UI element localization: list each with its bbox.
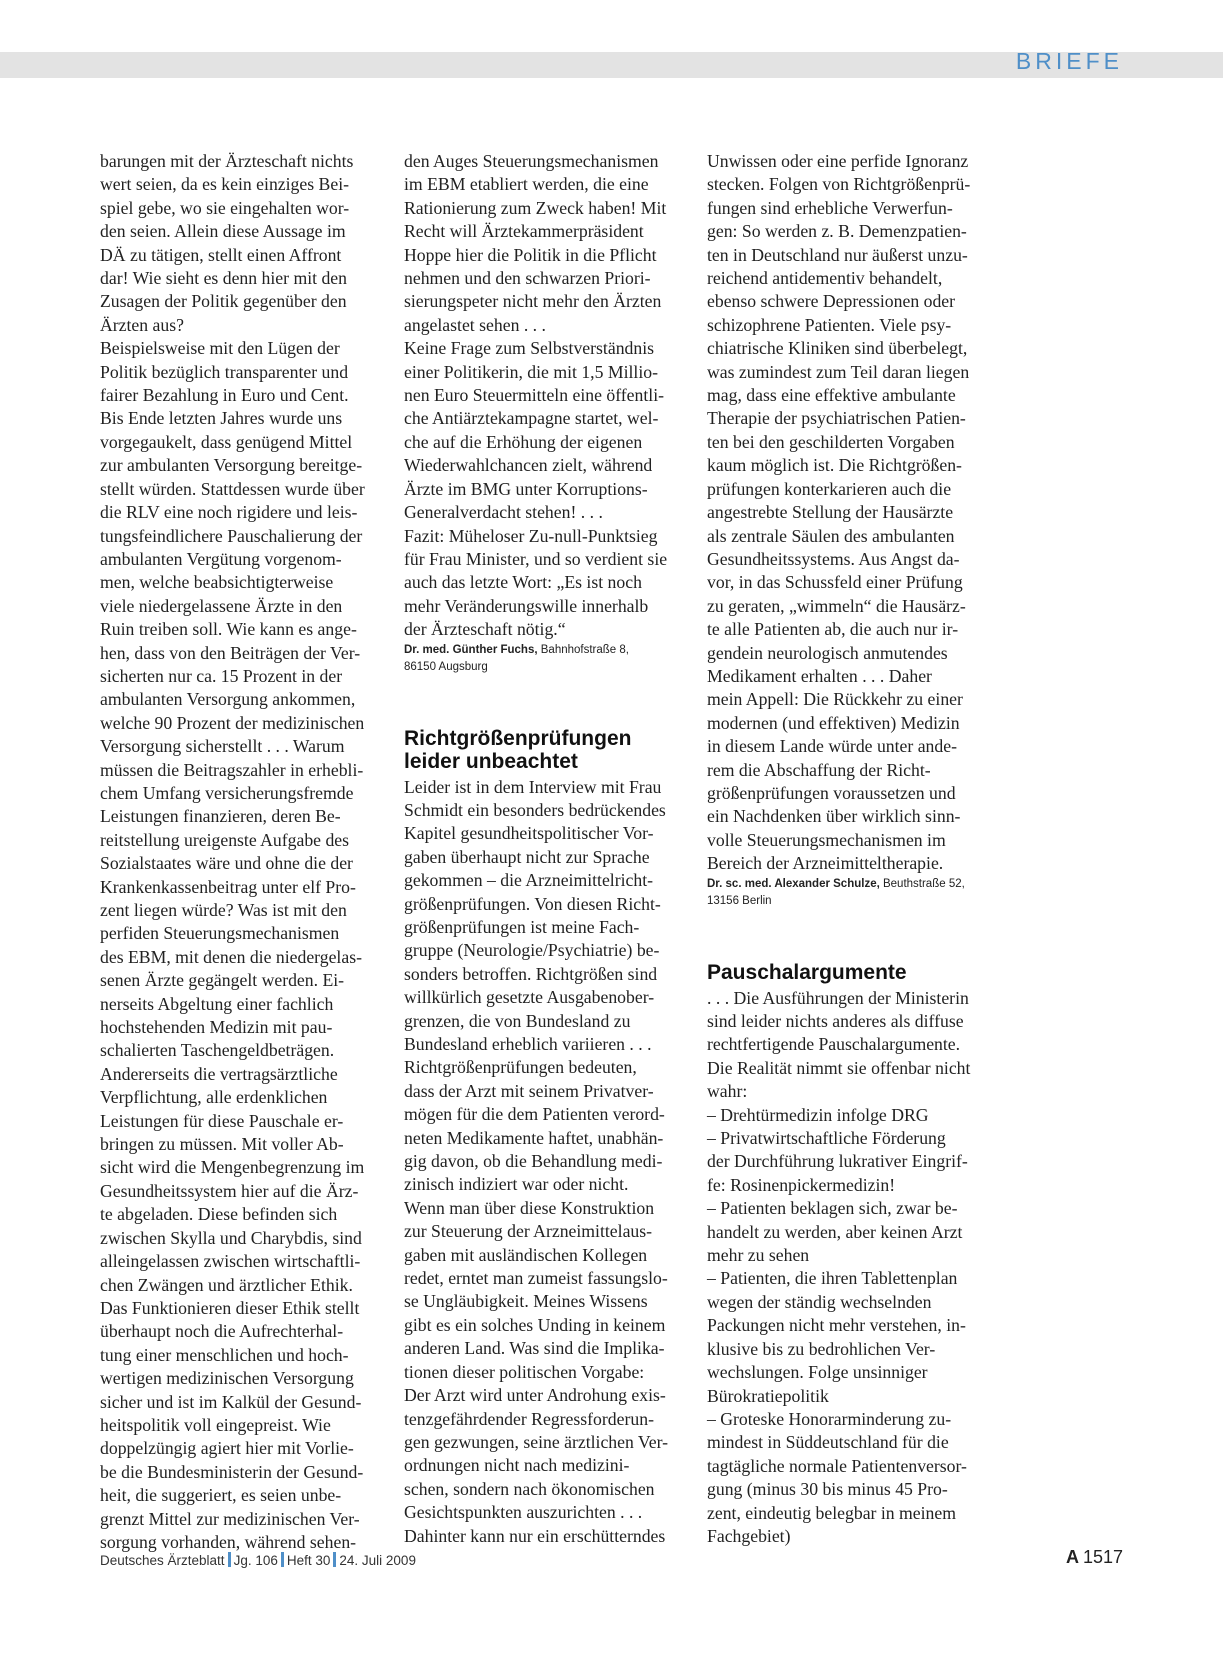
text-line: rem die Abschaffung der Richt- xyxy=(707,759,931,780)
column-3 xyxy=(707,150,1007,1548)
text-line: Gesundheitssystems. Aus Angst da- xyxy=(707,548,960,569)
text-line: Gesichtspunkten auszurichten . . . xyxy=(404,1502,643,1523)
page-number xyxy=(1066,1547,1123,1568)
text-line: nerseits Abgeltung einer fachlich xyxy=(100,993,334,1014)
text-line: gig davon, ob die Behandlung medi- xyxy=(404,1151,663,1172)
text-line: – Privatwirtschaftliche Förderung xyxy=(707,1128,946,1149)
text-line: der Ärzteschaft nötig.“ xyxy=(404,619,566,640)
letter-heading-3: Pauschalargumente xyxy=(707,960,907,984)
text-line: hen, dass von den Beiträgen der Ver- xyxy=(100,642,361,663)
text-line: tionen dieser politischen Vorgabe: xyxy=(404,1361,645,1382)
text-line: zwischen Skylla und Charybdis, sind xyxy=(100,1227,362,1248)
text-line: größenprüfungen. Von diesen Richt- xyxy=(404,893,661,914)
text-line: willkürlich gesetzte Ausgabenober- xyxy=(404,987,655,1008)
text-line: was zumindest zum Teil daran liegen xyxy=(707,361,970,382)
footer-separator xyxy=(281,1552,284,1567)
text-line: sicherten nur ca. 15 Prozent in der xyxy=(100,665,343,686)
text-line: handelt zu werden, aber keinen Arzt xyxy=(707,1221,963,1242)
text-line: Das Funktionieren dieser Ethik stellt xyxy=(100,1297,360,1318)
text-line: kaum möglich ist. Die Richtgrößen- xyxy=(707,455,962,476)
letter-text-1-end xyxy=(404,150,704,642)
text-line: dass der Arzt mit seinem Privatver- xyxy=(404,1080,654,1101)
column-2 xyxy=(404,150,704,1548)
text-line: Bundesland erheblich variieren . . . xyxy=(404,1034,652,1054)
text-line: Bereich der Arzneimitteltherapie. xyxy=(707,853,944,874)
text-line: ein Nachdenken über wirklich sinn- xyxy=(707,806,961,827)
text-line: reichend antidementiv behandelt, xyxy=(707,268,943,289)
text-line: sonders betroffen. Richtgrößen sind xyxy=(404,963,658,984)
text-line: sicht wird die Mengenbegrenzung im xyxy=(100,1157,365,1178)
text-line: sorgung vorhanden, während sehen- xyxy=(100,1531,357,1552)
text-line: ambulanten Vergütung vorgenom- xyxy=(100,548,342,569)
text-line: zur ambulanten Versorgung bereitge- xyxy=(100,455,363,476)
text-line: te alle Patienten ab, die auch nur ir- xyxy=(707,619,959,640)
journal-name: Deutsches Ärzteblatt xyxy=(100,1553,225,1568)
text-line: Leistungen für diese Pauschale er- xyxy=(100,1110,344,1131)
text-line: in diesem Lande würde unter ande- xyxy=(707,736,957,757)
text-line: im EBM etabliert werden, die eine xyxy=(404,174,649,195)
text-line: ten bei den geschilderten Vorgaben xyxy=(707,431,955,452)
footer-separator xyxy=(333,1552,336,1567)
text-line: gruppe (Neurologie/Psychiatrie) be- xyxy=(404,940,660,961)
text-line: Beispielsweise mit den Lügen der xyxy=(100,338,340,359)
signature-address: Beuthstraße 52, xyxy=(879,877,965,890)
heading-line-1: Richtgrößenprüfungen xyxy=(404,726,632,750)
text-line: Kapitel gesundheitspolitischer Vor- xyxy=(404,823,654,844)
text-line: dar! Wie sieht es denn hier mit den xyxy=(100,268,348,289)
text-line: redet, erntet man zumeist fassungslo- xyxy=(404,1268,668,1289)
text-line: heitspolitik voll eingepreist. Wie xyxy=(100,1414,331,1435)
letter-signature-2 xyxy=(707,876,1007,910)
text-line: prüfungen konterkarieren auch die xyxy=(707,478,952,499)
text-line: DÄ zu tätigen, stellt einen Affront xyxy=(100,244,342,265)
text-line: müssen die Beitragszahler in erhebli- xyxy=(100,759,364,780)
text-line: nehmen und den schwarzen Priori- xyxy=(404,268,651,289)
text-line: zent liegen würde? Was ist mit den xyxy=(100,900,347,920)
text-line: zu geraten, „wimmeln“ die Hausärz- xyxy=(707,595,966,616)
text-line: Sozialstaates wäre und ohne die der xyxy=(100,853,353,874)
text-line: grenzt Mittel zur medizinischen Ver- xyxy=(100,1508,360,1529)
text-line: volle Steuerungsmechanismen im xyxy=(707,829,946,850)
text-line: gekommen – die Arzneimittelricht- xyxy=(404,870,654,891)
text-line: den Auges Steuerungsmechanismen xyxy=(404,151,659,171)
text-line: che Antiärztekampagne startet, wel- xyxy=(404,408,659,429)
text-line: neten Medikamente haftet, unabhän- xyxy=(404,1127,664,1148)
text-line: nen Euro Steuermitteln eine öffentli- xyxy=(404,385,664,406)
text-line: ordnungen nicht nach medizini- xyxy=(404,1455,630,1476)
letter-text-2 xyxy=(404,776,704,1548)
text-line: als zentrale Säulen des ambulanten xyxy=(707,525,955,546)
text-line: tungsfeindlichere Pauschalierung der xyxy=(100,525,363,546)
text-line: barungen mit der Ärzteschaft nichts xyxy=(100,151,354,171)
text-line: senen Ärzte gegängelt werden. Ei- xyxy=(100,970,345,991)
text-line: gaben überhaupt nicht zur Sprache xyxy=(404,846,650,867)
letter-text-2-end xyxy=(707,150,1007,876)
signature-name: Dr. med. Günther Fuchs, xyxy=(404,643,538,656)
text-line: Fazit: Müheloser Zu-null-Punktsieg xyxy=(404,525,658,546)
text-line: Dahinter kann nur ein erschütterndes xyxy=(404,1525,666,1546)
text-line: tagtägliche normale Patientenversor- xyxy=(707,1455,967,1476)
text-line: chen Zwängen und ärztlicher Ethik. xyxy=(100,1274,353,1295)
text-line: chem Umfang versicherungsfremde xyxy=(100,782,354,803)
text-line: sind leider nichts anderes als diffuse xyxy=(707,1011,964,1031)
text-line: Wiederwahlchancen zielt, während xyxy=(404,455,653,476)
text-line: stecken. Folgen von Richtgrößenprü- xyxy=(707,174,971,195)
text-line: Unwissen oder eine perfide Ignoranz xyxy=(707,151,969,171)
text-line: Generalverdacht stehen! . . . xyxy=(404,502,603,523)
text-line: Hoppe hier die Politik in die Pflicht xyxy=(404,244,657,265)
text-line: reitstellung ureigenste Aufgabe des xyxy=(100,829,350,850)
text-line: – Drehtürmedizin infolge DRG xyxy=(707,1104,929,1125)
text-line: Gesundheitssystem hier auf die Ärz- xyxy=(100,1180,359,1201)
text-line: einer Politikerin, die mit 1,5 Millio- xyxy=(404,361,658,382)
text-line: modernen (und effektiven) Medizin xyxy=(707,712,960,733)
text-line: den seien. Allein diese Aussage im xyxy=(100,221,346,242)
letter-heading-2 xyxy=(404,727,704,773)
text-line: – Groteske Honorarminderung zu- xyxy=(707,1408,952,1429)
text-line: mindest in Süddeutschland für die xyxy=(707,1432,949,1453)
text-line: fe: Rosinenpickermedizin! xyxy=(707,1174,896,1195)
text-line: che auf die Erhöhung der eigenen xyxy=(404,431,643,452)
text-line: doppelzüngig agiert hier mit Vorlie- xyxy=(100,1438,354,1459)
journal-date: 24. Juli 2009 xyxy=(339,1553,416,1568)
page-prefix: A xyxy=(1065,1547,1079,1567)
text-line: Ärzten aus? xyxy=(100,314,184,335)
text-line: mögen für die dem Patienten verord- xyxy=(404,1104,665,1125)
text-line: angestrebte Stellung der Hausärzte xyxy=(707,502,954,523)
text-line: rechtfertigende Pauschalargumente. xyxy=(707,1034,961,1055)
text-line: größenprüfungen voraussetzen und xyxy=(707,782,956,803)
text-line: für Frau Minister, und so verdient sie xyxy=(404,548,668,569)
text-line: zinisch indiziert war oder nicht. xyxy=(404,1174,629,1195)
signature-name: Dr. sc. med. Alexander Schulze, xyxy=(707,877,880,890)
text-line: Schmidt ein besonders bedrückendes xyxy=(404,799,666,820)
page-number-value: 1517 xyxy=(1082,1547,1123,1567)
text-line: Recht will Ärztekammerpräsident xyxy=(404,221,644,242)
text-line: perfiden Steuerungsmechanismen xyxy=(100,923,340,944)
text-line: die RLV eine noch rigidere und leis- xyxy=(100,502,358,523)
text-line: – Patienten beklagen sich, zwar be- xyxy=(707,1198,958,1219)
text-line: wertigen medizinischen Versorgung xyxy=(100,1368,354,1389)
heading-line-2: leider unbeachtet xyxy=(404,749,578,773)
letter-text-3 xyxy=(707,987,1007,1549)
text-line: fairer Bezahlung in Euro und Cent. xyxy=(100,385,349,406)
footer-separator xyxy=(228,1552,231,1567)
text-line: Packungen nicht mehr verstehen, in- xyxy=(707,1315,966,1336)
signature-address: Bahnhofstraße 8, xyxy=(537,643,629,656)
text-line: mein Appell: Die Rückkehr zu einer xyxy=(707,689,963,710)
text-line: Versorgung sicherstellt . . . Warum xyxy=(100,736,345,757)
text-line: zent, eindeutig belegbar in meinem xyxy=(707,1502,957,1523)
text-line: Zusagen der Politik gegenüber den xyxy=(100,291,347,312)
signature-city: 13156 Berlin xyxy=(707,894,772,907)
text-line: vor, in das Schussfeld einer Prüfung xyxy=(707,572,963,593)
text-line: Therapie der psychiatrischen Patien- xyxy=(707,408,966,429)
text-line: Krankenkassenbeitrag unter elf Pro- xyxy=(100,876,356,897)
text-line: Bürokratiepolitik xyxy=(707,1385,829,1406)
text-line: alleingelassen zwischen wirtschaftli- xyxy=(100,1251,361,1272)
text-line: sicher und ist im Kalkül der Gesund- xyxy=(100,1391,362,1412)
text-line: Verpflichtung, alle erdenklichen xyxy=(100,1087,328,1108)
text-line: te abgeladen. Diese befinden sich xyxy=(100,1204,338,1225)
text-line: se Ungläubigkeit. Meines Wissens xyxy=(404,1291,648,1312)
text-line: – Patienten, die ihren Tablettenplan xyxy=(707,1268,958,1289)
text-line: überhaupt noch die Aufrechterhal- xyxy=(100,1321,344,1342)
text-line: schen, sondern nach ökonomischen xyxy=(404,1478,655,1499)
journal-volume: Jg. 106 xyxy=(233,1553,278,1568)
text-line: wert seien, da es kein einziges Bei- xyxy=(100,174,350,195)
text-line: spiel gebe, wo sie eingehalten wor- xyxy=(100,197,350,218)
text-line: hochstehenden Medizin mit pau- xyxy=(100,1017,333,1038)
journal-issue: Heft 30 xyxy=(286,1553,331,1568)
text-line: Die Realität nimmt sie offenbar nicht xyxy=(707,1057,971,1078)
text-line: Bis Ende letzten Jahres wurde uns xyxy=(100,408,343,429)
text-line: tung einer menschlichen und hoch- xyxy=(100,1344,349,1365)
text-line: mehr zu sehen xyxy=(707,1245,810,1266)
text-line: tenzgefährdender Regressforderun- xyxy=(404,1408,654,1429)
text-line: ambulanten Versorgung ankommen, xyxy=(100,689,356,710)
letter-text-1 xyxy=(100,150,400,1554)
text-line: stellt würden. Stattdessen wurde über xyxy=(100,478,365,499)
signature-city: 86150 Augsburg xyxy=(404,660,488,673)
text-line: ten in Deutschland nur äußerst unzu- xyxy=(707,244,968,265)
text-line: Richtgrößenprüfungen bedeuten, xyxy=(404,1057,637,1078)
text-line: des EBM, mit denen die niedergelas- xyxy=(100,946,362,967)
text-line: Leider ist in dem Interview mit Frau xyxy=(404,776,662,797)
text-line: auch das letzte Wort: „Es ist noch xyxy=(404,572,642,593)
text-line: welche 90 Prozent der medizinischen xyxy=(100,712,365,733)
text-line: schalierten Taschengeldbeträgen. xyxy=(100,1040,335,1061)
text-line: viele niedergelassene Ärzte in den xyxy=(100,595,343,616)
text-line: gaben mit ausländischen Kollegen xyxy=(404,1244,648,1265)
section-title: BRIEFE xyxy=(1015,48,1123,74)
column-1 xyxy=(100,150,400,1554)
text-line: heit, die suggeriert, es seien unbe- xyxy=(100,1485,342,1506)
text-line: der Durchführung lukrativer Eingrif- xyxy=(707,1151,968,1172)
text-line: gendein neurologisch anmutendes xyxy=(707,642,948,663)
text-line: Andererseits die vertragsärztliche xyxy=(100,1063,338,1084)
text-line: gung (minus 30 bis minus 45 Pro- xyxy=(707,1479,948,1500)
text-line: mehr Veränderungswille innerhalb xyxy=(404,595,649,616)
text-line: gen gezwungen, seine ärztlichen Ver- xyxy=(404,1431,669,1452)
text-line: angelastet sehen . . . xyxy=(404,314,546,335)
text-line: zur Steuerung der Arzneimittelaus- xyxy=(404,1221,653,1242)
text-line: wahr: xyxy=(707,1081,748,1102)
text-line: chiatrische Kliniken sind überbelegt, xyxy=(707,338,968,359)
text-line: Ärzte im BMG unter Korruptions- xyxy=(404,478,648,499)
text-line: grenzen, die von Bundesland zu xyxy=(404,1010,631,1031)
text-line: gen: So werden z. B. Demenzpatien- xyxy=(707,221,967,242)
text-line: Ruin treiben soll. Wie kann es ange- xyxy=(100,619,357,640)
text-line: bringen zu müssen. Mit voller Ab- xyxy=(100,1134,344,1155)
text-line: Rationierung zum Zweck haben! Mit xyxy=(404,197,667,218)
text-line: Medikament erhalten . . . Daher xyxy=(707,665,932,686)
text-line: Leistungen finanzieren, deren Be- xyxy=(100,806,341,827)
text-line: klusive bis zu bedrohlichen Ver- xyxy=(707,1338,936,1359)
text-line: gibt es ein solches Unding in keinem xyxy=(404,1314,666,1335)
text-line: wechslungen. Folge unsinniger xyxy=(707,1362,928,1383)
text-line: wegen der ständig wechselnden xyxy=(707,1291,932,1312)
text-line: ebenso schwere Depressionen oder xyxy=(707,291,956,312)
footer-citation xyxy=(100,1552,416,1568)
text-line: Wenn man über diese Konstruktion xyxy=(404,1197,655,1218)
text-line: schizophrene Patienten. Viele psy- xyxy=(707,314,952,335)
text-line: Politik bezüglich transparenter und xyxy=(100,361,349,382)
text-line: be die Bundesministerin der Gesund- xyxy=(100,1461,364,1482)
text-line: anderen Land. Was sind die Implika- xyxy=(404,1338,665,1359)
text-line: größenprüfungen ist meine Fach- xyxy=(404,916,640,937)
text-line: men, welche beabsichtigterweise xyxy=(100,572,334,593)
text-line: mag, dass eine effektive ambulante xyxy=(707,385,956,406)
text-line: Keine Frage zum Selbstverständnis xyxy=(404,338,655,359)
text-line: Fachgebiet) xyxy=(707,1525,791,1546)
text-line: fungen sind erhebliche Verwerfun- xyxy=(707,197,953,218)
text-line: Der Arzt wird unter Androhung exis- xyxy=(404,1385,666,1406)
text-line: vorgegaukelt, dass genügend Mittel xyxy=(100,431,353,452)
letter-signature-1 xyxy=(404,642,704,676)
text-line: sierungspeter nicht mehr den Ärzten xyxy=(404,291,662,312)
text-line: . . . Die Ausführungen der Ministerin xyxy=(707,987,969,1008)
